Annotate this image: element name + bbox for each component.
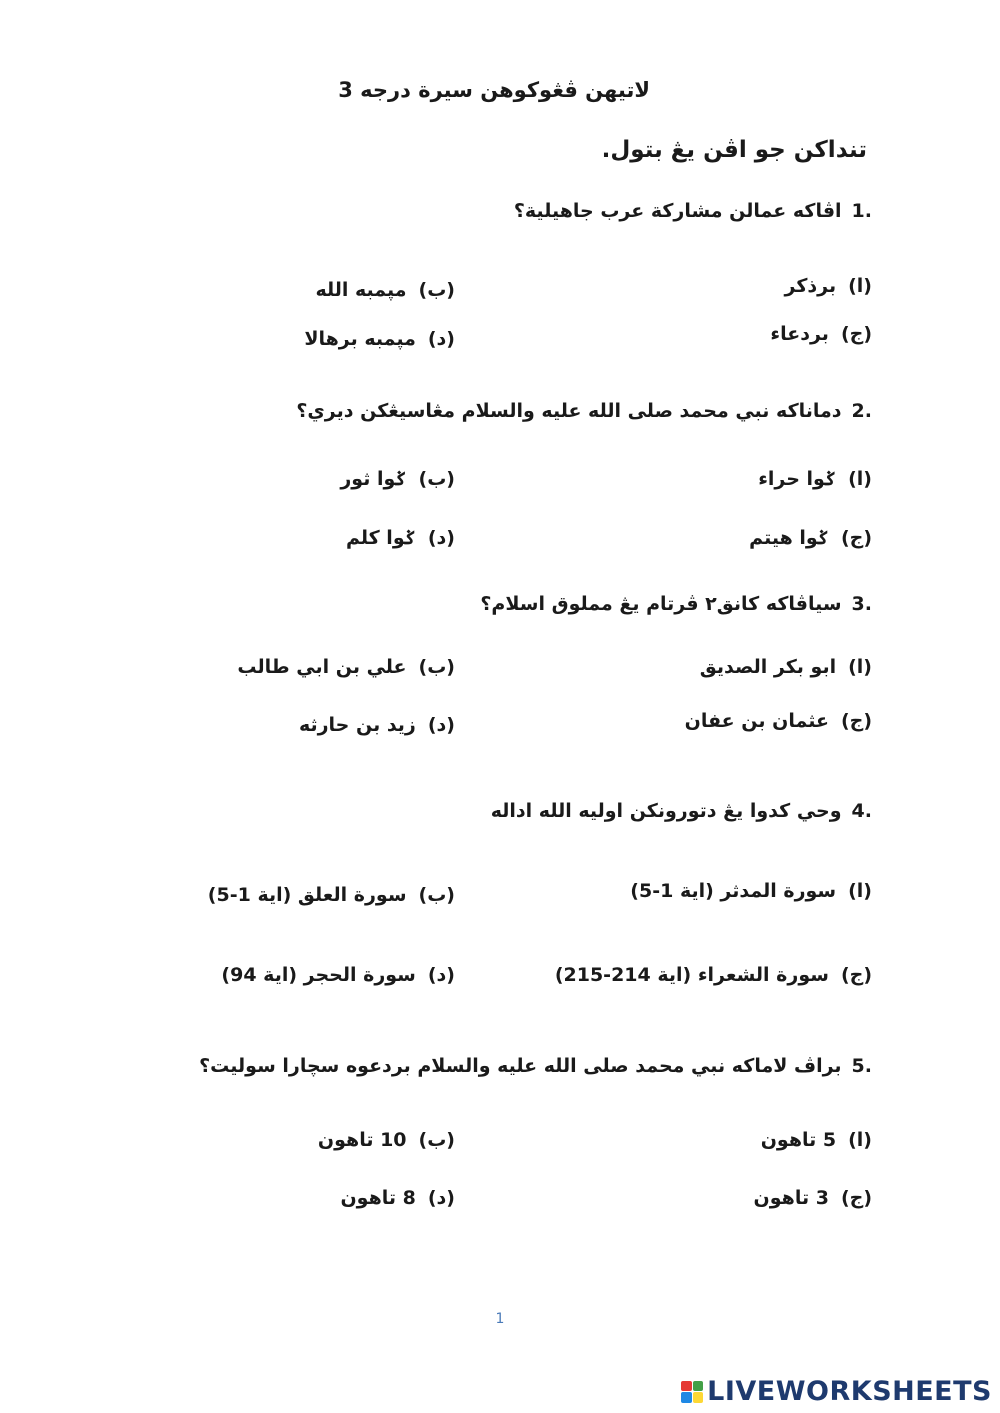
option-3d[interactable] — [299, 714, 455, 736]
option-letter: (ب) — [418, 656, 455, 678]
question-text: وحي كدوا يڠ دتورونكن اوليه الله اداله — [490, 800, 842, 822]
question-number: 2. — [851, 400, 872, 422]
option-text: سورة العلق (اية 1-5) — [207, 884, 407, 906]
option-letter: (ا) — [848, 275, 872, 297]
option-text: سورة الحجر (اية 94) — [221, 964, 416, 986]
option-letter: (ج) — [840, 527, 872, 549]
option-letter: (د) — [427, 527, 455, 549]
option-4d[interactable] — [221, 964, 455, 986]
option-text: سورة المدثر (اية 1-5) — [630, 880, 837, 902]
option-4c[interactable] — [555, 964, 872, 986]
option-1d[interactable] — [304, 328, 455, 350]
watermark-text: LIVEWORKSHEETS — [707, 1376, 992, 1407]
option-letter: (ا) — [848, 468, 872, 490]
option-text: 3 تاهون — [753, 1187, 829, 1209]
option-5b[interactable] — [318, 1129, 455, 1151]
option-letter: (ا) — [848, 880, 872, 902]
option-letter: (ب) — [418, 279, 455, 301]
option-text: برذكر — [784, 275, 837, 297]
option-text: ابو بكر الصديق — [699, 656, 837, 678]
option-text: سورة الشعراء (اية 214-215) — [554, 964, 829, 986]
liveworksheets-logo-icon — [681, 1381, 703, 1403]
option-1a[interactable] — [785, 275, 872, 297]
option-text: ݢوا كلم — [345, 527, 416, 549]
question-number: 1. — [851, 200, 872, 222]
option-text: ݢوا حراء — [758, 468, 837, 490]
option-text: 5 تاهون — [760, 1129, 837, 1151]
option-4a[interactable] — [630, 880, 872, 902]
question-4 — [491, 800, 872, 822]
option-3c[interactable] — [685, 710, 872, 732]
option-letter: (ج) — [840, 1187, 872, 1209]
option-4b[interactable] — [208, 884, 455, 906]
option-letter: (د) — [427, 964, 455, 986]
question-2 — [296, 400, 872, 422]
instruction: تنداكن جو اڤن يڠ بتول. — [601, 137, 867, 163]
option-letter: (ج) — [840, 710, 872, 732]
option-5d[interactable] — [340, 1187, 455, 1209]
page-title: لاتيهن ڤڠوكوهن سيرة درجه 3 — [338, 78, 650, 102]
option-text: مڽمبه الله — [315, 279, 407, 301]
question-text: براڤ لاماكه نبي محمد صلى الله عليه والسلام بردعوه سچارا سوليت؟ — [199, 1055, 842, 1077]
option-text: 10 تاهون — [317, 1129, 407, 1151]
option-2d[interactable] — [346, 527, 455, 549]
option-1c[interactable] — [770, 323, 872, 345]
option-letter: (ب) — [418, 884, 455, 906]
option-letter: (ا) — [848, 1129, 872, 1151]
option-text: علي بن ابي طالب — [237, 656, 407, 678]
option-letter: (ج) — [840, 964, 872, 986]
option-text: مڽمبه برهالا — [304, 328, 416, 350]
option-2a[interactable] — [758, 468, 872, 490]
option-letter: (ج) — [840, 323, 872, 345]
option-5c[interactable] — [754, 1187, 872, 1209]
question-number: 3. — [851, 593, 872, 615]
option-text: عثمان بن عفان — [684, 710, 829, 732]
option-letter: (ا) — [848, 656, 872, 678]
option-2b[interactable] — [340, 468, 455, 490]
question-1 — [514, 200, 872, 222]
question-number: 5. — [851, 1055, 872, 1077]
option-letter: (د) — [427, 1187, 455, 1209]
option-letter: (د) — [427, 714, 455, 736]
option-text: بردعاء — [770, 323, 829, 345]
question-text: اڤاكه عمالن مشاركة عرب جاهيلية؟ — [513, 200, 842, 222]
option-3a[interactable] — [700, 656, 872, 678]
option-5a[interactable] — [761, 1129, 872, 1151]
option-1b[interactable] — [315, 279, 455, 301]
option-text: 8 تاهون — [340, 1187, 416, 1209]
question-3 — [480, 593, 872, 615]
option-text: ݢوا هيتم — [749, 527, 829, 549]
option-text: زيد بن حارثه — [298, 714, 416, 736]
option-letter: (د) — [427, 328, 455, 350]
question-text: سياڤاكه كانق٢ ڤرتام يڠ مملوق اسلام؟ — [480, 593, 842, 615]
question-text: دماناكه نبي محمد صلى الله عليه والسلام مڠاسيڠكن ديري؟ — [296, 400, 842, 422]
option-letter: (ب) — [418, 468, 455, 490]
option-letter: (ب) — [418, 1129, 455, 1151]
page-number: 1 — [495, 1311, 505, 1327]
watermark — [681, 1376, 992, 1407]
question-number: 4. — [851, 800, 872, 822]
option-2c[interactable] — [749, 527, 872, 549]
option-text: ݢوا ثور — [340, 468, 407, 490]
option-3b[interactable] — [237, 656, 455, 678]
question-5 — [199, 1055, 872, 1077]
